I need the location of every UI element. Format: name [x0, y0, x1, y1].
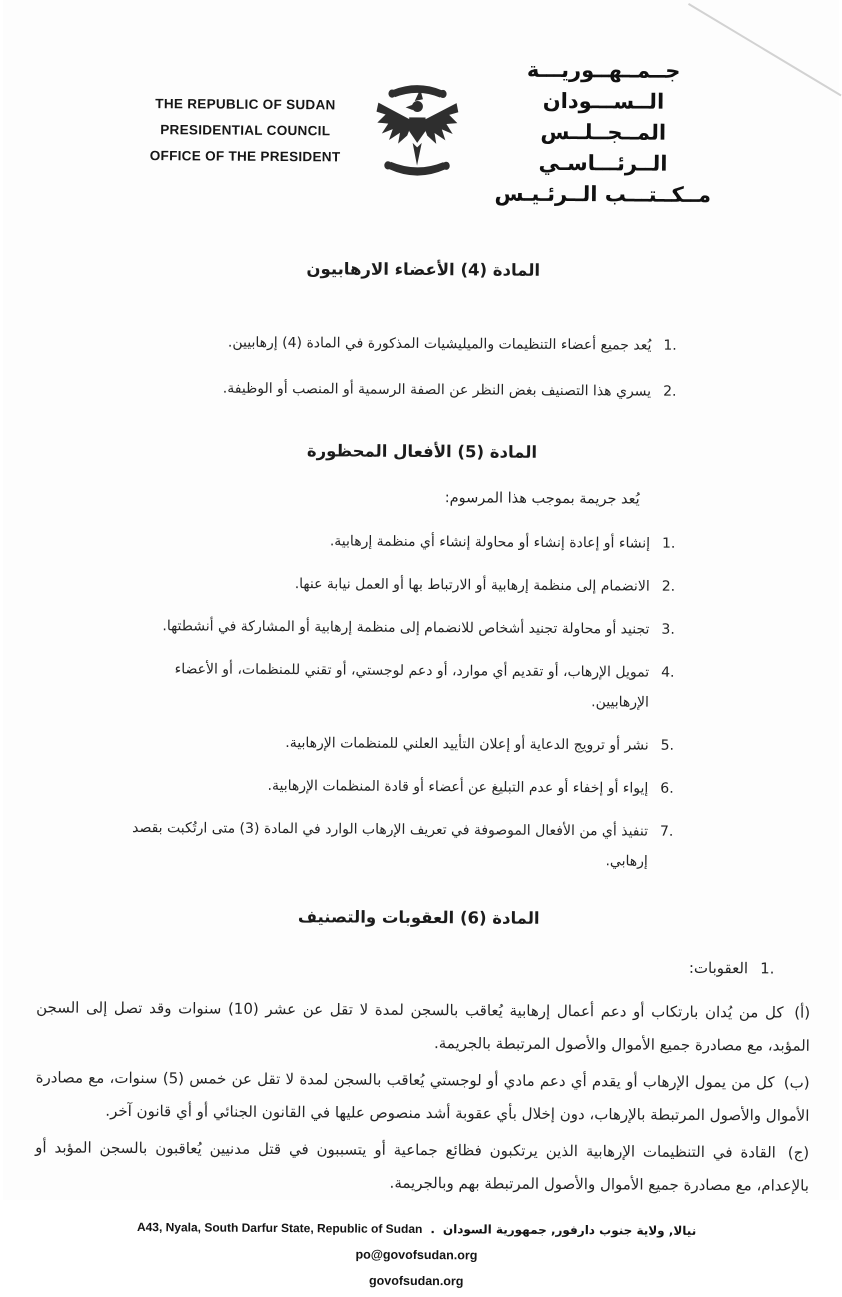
- item-number: 2.: [663, 383, 677, 400]
- letterhead-arabic-line-1: جــمــهــوريـــة الــســـودان: [526, 57, 681, 114]
- item-text: العقوبات:: [688, 958, 749, 978]
- article-5-title: المادة (5) الأفعال المحظورة: [306, 441, 538, 462]
- penalties-heading: [0, 948, 836, 984]
- item-number: 1.: [760, 959, 775, 978]
- item-text: تنفيذ أي من الأفعال الموصوفة في تعريف الإرهاب الوارد في المادة (3) متى ارتُكبت بقصد إرهابي.: [132, 819, 649, 870]
- item-number: 2.: [661, 578, 676, 595]
- paragraph-text: القادة في التنظيمات الإرهابية الذين يرتكبون فظائع جماعية أو يتسببون في قتل مدنيين يُعاقبون بالسجن المؤبد أو بالإعدام، مع مصادرة جميع الأموال والأصول المرتبطة بهم وبالجريمة.: [35, 1138, 809, 1195]
- paragraph-letter: (أ): [794, 1003, 811, 1022]
- list-item: [123, 525, 675, 559]
- letterhead-arabic-line-3: مــكــتـــب الــرئـيـس: [494, 181, 712, 208]
- paragraph-text: كل من يُدان بارتكاب أو دعم أعمال إرهابية يُعاقب بالسجن لمدة لا تقل عن عشر (10) سنوات وقد تصل إلى السجن المؤبد، مع مصادرة جميع الأموال والأصول المرتبطة بالجريمة.: [36, 998, 810, 1055]
- paragraph-letter: (ج): [787, 1143, 810, 1162]
- list-item: [124, 373, 676, 407]
- article-5-intro: يُعد جريمة بموجب هذا المرسوم:: [444, 490, 640, 508]
- article-4-section: [4, 256, 841, 408]
- address-latin: A43, Nyala, South Darfur State, Republic of Sudan: [136, 1220, 423, 1237]
- list-item: [123, 611, 675, 645]
- item-number: 1.: [661, 535, 676, 552]
- item-number: 3.: [661, 621, 675, 638]
- letterhead-english-line-1: THE REPUBLIC OF SUDAN: [155, 95, 336, 112]
- list-item: [121, 813, 673, 877]
- address-arabic: نيالا, ولاية جنوب دارفور, جمهورية السودان: [442, 1222, 697, 1238]
- letterhead-english-line-2: PRESIDENTIAL COUNCIL: [160, 121, 331, 138]
- address-separator: .: [430, 1222, 435, 1237]
- article-6-title: المادة (6) العقوبات والتصنيف: [297, 907, 540, 928]
- item-text: تمويل الإرهاب، أو تقديم أي موارد، أو دعم لوجستي، أو تقني للمنظمات، أو الأعضاء الإرهابيين.: [174, 661, 650, 711]
- letterhead: [20, 51, 842, 212]
- email-text: po@govofsudan.org: [355, 1247, 478, 1263]
- scanned-document-page: [3, 0, 839, 1289]
- letterhead-arabic: [491, 54, 716, 211]
- list-item: [125, 327, 677, 361]
- item-number: 1.: [663, 337, 677, 354]
- item-text: إنشاء أو إعادة إنشاء أو محاولة إنشاء أي منظمة إرهابية.: [329, 533, 651, 552]
- list-item: [122, 654, 674, 718]
- penalty-paragraph-a: [0, 991, 836, 1063]
- item-text: تجنيد أو محاولة تجنيد أشخاص للانضمام إلى منظمة إرهابية أو المشاركة في أنشطتها.: [162, 618, 650, 638]
- letterhead-english: [147, 91, 344, 170]
- letterhead-arabic-line-2: المــجــلــس الــرئـــاسـي: [538, 119, 668, 176]
- letterhead-english-line-3: OFFICE OF THE PRESIDENT: [149, 147, 341, 164]
- item-number: 4.: [661, 664, 675, 681]
- item-text: نشر أو ترويج الدعاية أو إعلان التأييد العلني للمنظمات الإرهابية.: [285, 735, 649, 754]
- paragraph-letter: (ب): [783, 1073, 810, 1092]
- sudan-coat-of-arms-icon: [367, 74, 468, 189]
- article-6-section: [0, 904, 837, 1203]
- item-number: 7.: [659, 823, 674, 840]
- website-text: govofsudan.org: [368, 1273, 464, 1289]
- paragraph-text: كل من يمول الإرهاب أو يقدم أي دعم مادي أو لوجستي يُعاقب بالسجن لمدة لا تقل عن خمس (5) سنوات، مع مصادرة الأموال والأصول المرتبطة بالإرهاب، دون إخلال بأي عقوبة أشد منصوص عليها في القانون الجنائي أو أي قانون آخر.: [35, 1068, 810, 1125]
- article-4-title: المادة (4) الأعضاء الارهابيون: [306, 259, 541, 280]
- penalty-paragraph-b: [0, 1061, 836, 1133]
- list-item: [122, 770, 674, 804]
- penalty-paragraph-c: [0, 1131, 835, 1203]
- item-text: إيواء أو إخفاء أو عدم التبليغ عن أعضاء أو قادة المنظمات الإرهابية.: [267, 777, 649, 797]
- item-text: يسري هذا التصنيف بغض النظر عن الصفة الرسمية أو المنصب أو الوظيفة.: [222, 380, 652, 400]
- document-footer: [0, 1213, 835, 1297]
- list-item: [122, 727, 674, 761]
- item-number: 5.: [660, 737, 675, 754]
- list-item: [123, 568, 675, 602]
- article-5-list: [1, 524, 839, 878]
- item-text: الانضمام إلى منظمة إرهابية أو الارتباط بها أو العمل نيابة عنها.: [294, 576, 650, 595]
- article-5-section: [1, 438, 840, 878]
- item-number: 6.: [660, 780, 674, 797]
- article-4-list: [4, 326, 841, 408]
- item-text: يُعد جميع أعضاء التنظيمات والميليشيات المذكورة في المادة (4) إرهابيين.: [227, 334, 652, 354]
